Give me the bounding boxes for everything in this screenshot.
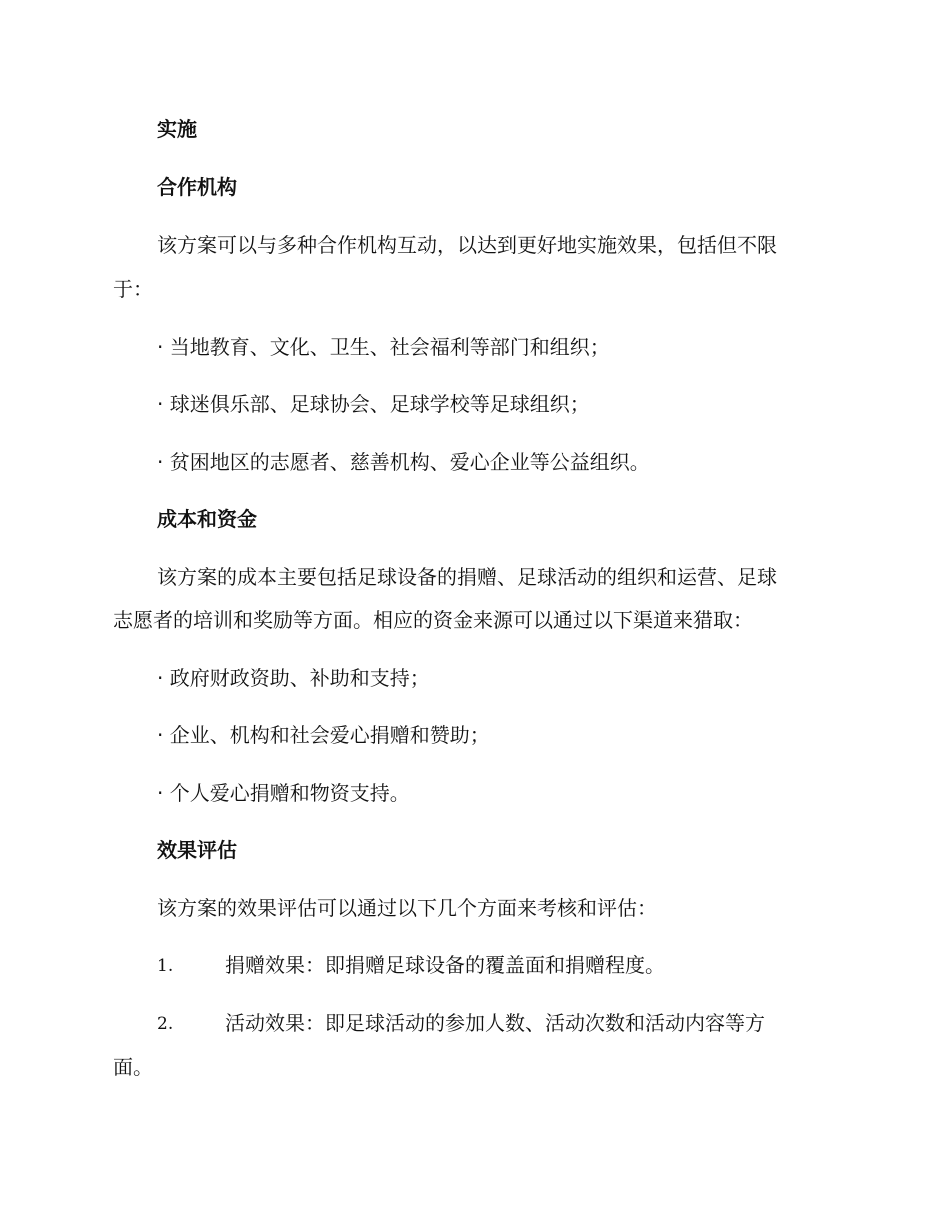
costs-bullet-2: · 企业、机构和社会爱心捐赠和赞助； bbox=[157, 723, 490, 747]
costs-heading: 成本和资金 bbox=[157, 507, 257, 531]
evaluation-intro: 该方案的效果评估可以通过以下几个方面来考核和评估： bbox=[157, 896, 657, 920]
partners-heading: 合作机构 bbox=[157, 175, 237, 199]
partners-intro-line2: 于： bbox=[113, 277, 153, 301]
costs-intro-line2: 志愿者的培训和奖励等方面。相应的资金来源可以通过以下渠道来猎取： bbox=[113, 608, 753, 632]
evaluation-item-2-continuation: 面。 bbox=[113, 1055, 153, 1079]
evaluation-heading: 效果评估 bbox=[157, 838, 237, 862]
partners-bullet-2: · 球迷俱乐部、足球协会、足球学校等足球组织； bbox=[157, 392, 590, 416]
partners-bullet-3: · 贫困地区的志愿者、慈善机构、爱心企业等公益组织。 bbox=[157, 450, 650, 474]
section-title: 实施 bbox=[157, 117, 197, 141]
costs-bullet-3: · 个人爱心捐赠和物资支持。 bbox=[157, 781, 410, 805]
evaluation-item-1-number: 1. bbox=[157, 956, 174, 976]
partners-intro-line1: 该方案可以与多种合作机构互动，以达到更好地实施效果，包括但不限 bbox=[157, 233, 777, 257]
evaluation-item-2-text: 活动效果：即足球活动的参加人数、活动次数和活动内容等方 bbox=[225, 1011, 765, 1035]
costs-intro-line1: 该方案的成本主要包括足球设备的捐赠、足球活动的组织和运营、足球 bbox=[157, 565, 777, 589]
costs-bullet-1: · 政府财政资助、补助和支持； bbox=[157, 666, 430, 690]
partners-bullet-1: · 当地教育、文化、卫生、社会福利等部门和组织； bbox=[157, 335, 610, 359]
evaluation-item-2-number: 2. bbox=[157, 1014, 174, 1034]
evaluation-item-1-text: 捐赠效果：即捐赠足球设备的覆盖面和捐赠程度。 bbox=[225, 953, 665, 977]
